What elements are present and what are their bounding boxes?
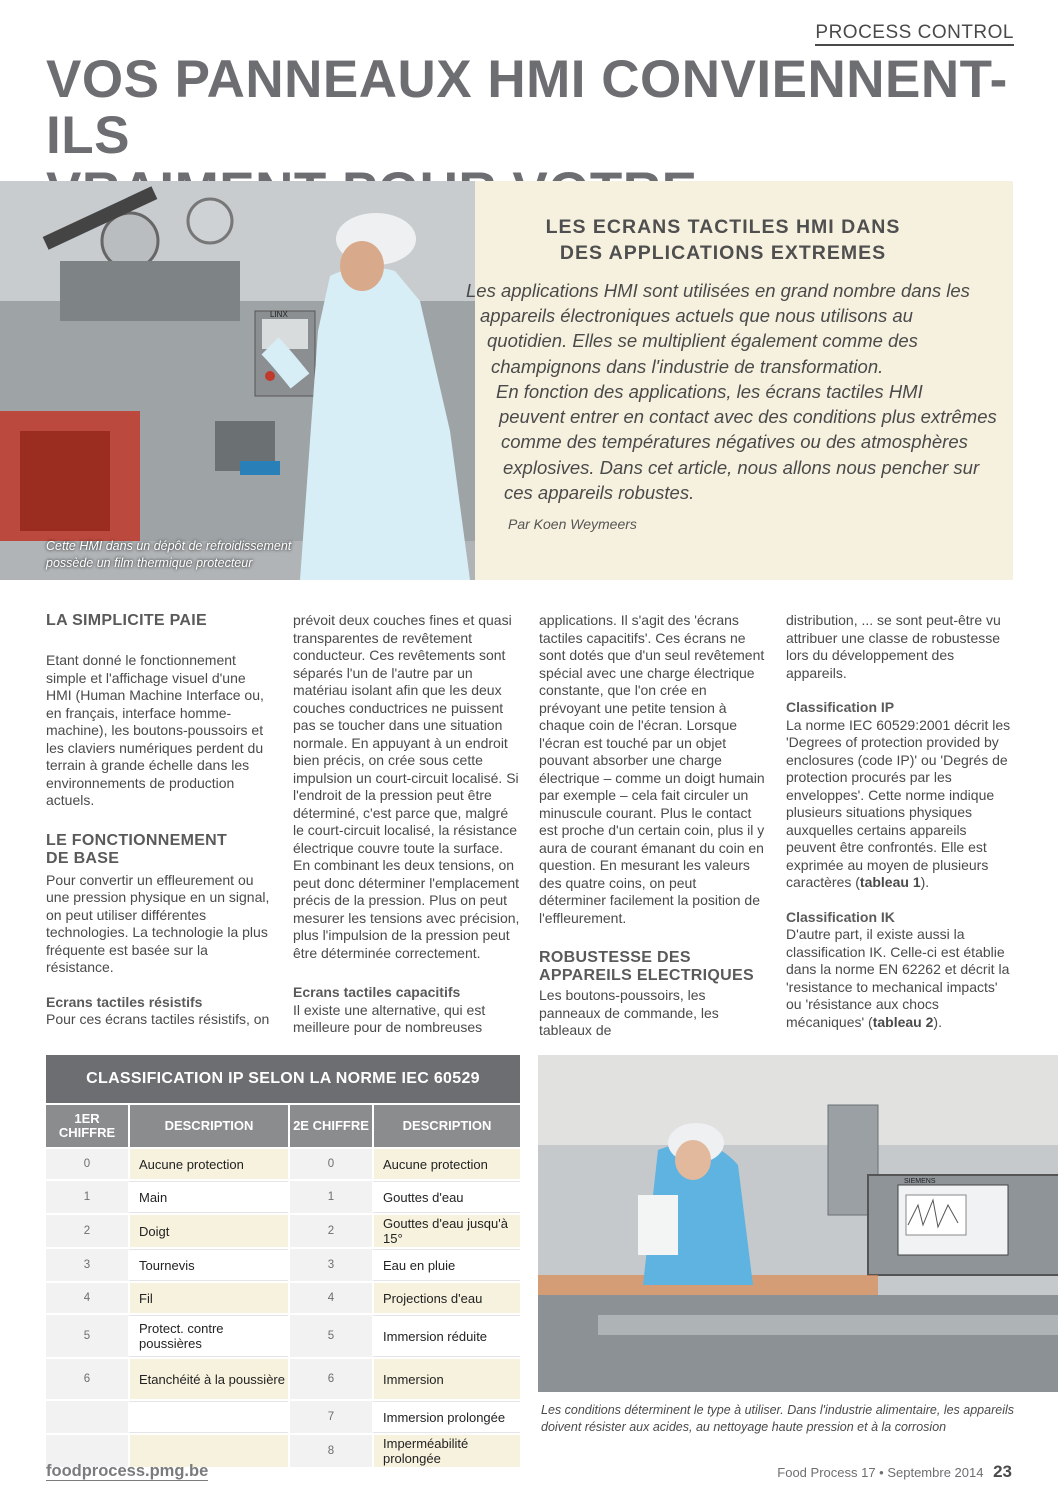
ik-text-end: ). — [933, 1013, 942, 1030]
header-second-digit: 2E CHIFFRE — [288, 1105, 372, 1147]
first-description-cell: Fil — [128, 1283, 288, 1313]
heading-fonctionnement — [46, 832, 271, 868]
intro-line: quotidien. Elles se multiplient également comme des — [487, 330, 918, 351]
first-digit-cell — [46, 1401, 128, 1433]
subheading-capacitifs: Ecrans tactiles capacitifs — [293, 984, 461, 1000]
paragraph-simplicite: Etant donné le fonctionnement simple et l'affichage visuel d'une HMI (Human Machine Interface ou, en français, interface homme-machine), les boutons-poussoirs et les claviers numériques perdent du terrain à grande échelle dans les environnements de production actuels. — [46, 652, 264, 808]
intro-line: explosives. Dans cet article, nous allons nous pencher sur — [503, 457, 980, 478]
second-digit-cell: 0 — [288, 1149, 372, 1179]
paragraph-capacitifs-cont: applications. Il s'agit des 'écrans tactiles capacitifs'. Ces écrans ne sont dotés que d'un seul revêtement spécial avec une charge électrique constante, que l'on crée en prévoyant une petite tension à chaque coin de l'écran. Lorsque l'écran est touché par un objet pouvant absorber une charge électrique – comme un doigt humain par exemple – cela fait circuler un minuscule courant. Plus le contact est proche d'un certain coin, plus il y aura de courant émanant du coin en question. En mesurant les valeurs des quatre coins, on peut déterminer facilement la position de l'effleurement. — [539, 612, 765, 926]
ip-table — [46, 1103, 520, 1469]
first-description-cell: Doigt — [128, 1215, 288, 1247]
header-first-digit: 1ER CHIFFRE — [46, 1105, 128, 1147]
factory-photo-caption: Les conditions déterminent le type à utiliser. Dans l'industrie alimentaire, les appareils doivent résister aux acides, au nettoyage haute pression et à la corrosion — [541, 1403, 1014, 1434]
first-digit-cell: 5 — [46, 1315, 128, 1357]
second-digit-cell: 2 — [288, 1215, 372, 1247]
paragraph-robustesse: Les boutons-poussoirs, les panneaux de commande, les tableaux de — [539, 987, 719, 1038]
header-description-2: DESCRIPTION — [372, 1105, 520, 1147]
table-row — [46, 1401, 520, 1433]
table-title: CLASSIFICATION IP SELON LA NORME IEC 60529 — [46, 1055, 520, 1103]
paragraph-classification-ik — [786, 926, 1014, 1031]
first-description-cell: Main — [128, 1181, 288, 1213]
ip-text-end: ). — [920, 874, 930, 890]
heading-fonctionnement-line-2: DE BASE — [46, 849, 120, 867]
second-digit-cell: 3 — [288, 1249, 372, 1281]
heading-fonctionnement-line-1: LE FONCTIONNEMENT — [46, 831, 228, 849]
first-digit-cell: 2 — [46, 1215, 128, 1247]
intro-title-line-2: DES APPLICATIONS EXTREMES — [559, 242, 887, 264]
second-digit-cell: 6 — [288, 1359, 372, 1399]
section-label: PROCESS CONTROL — [815, 22, 1014, 46]
page-number: 23 — [993, 1462, 1012, 1481]
ip-text: La norme IEC 60529:2001 décrit les 'Degrees of protection provided by enclosures (code IP)' ou 'Degrés de protection procurés par les enveloppes'. Cette norme indique plusieurs situations physiques auxquelles certains appareils peuvent être confrontés. Elle est exprimée au moyen de plusieurs caractères ( — [786, 716, 1011, 890]
intro-line: ces appareils robustes. — [504, 482, 695, 503]
byline: Par Koen Weymeers — [508, 516, 637, 532]
intro-title-line-1: LES ECRANS TACTILES HMI DANS — [545, 216, 901, 238]
paragraph-fonctionnement: Pour convertir un effleurement ou une pression physique en un signal, on peut utiliser différentes technologies. La technologie la plus fréquente est basée sur la résistance. — [46, 871, 270, 975]
first-digit-cell: 6 — [46, 1359, 128, 1399]
second-description-cell: Gouttes d'eau — [372, 1181, 520, 1213]
first-digit-cell: 0 — [46, 1149, 128, 1179]
table-row — [46, 1359, 520, 1399]
subheading-resistifs: Ecrans tactiles résistifs — [46, 993, 203, 1010]
second-description-cell: Immersion prolongée — [372, 1401, 520, 1433]
hero-illustration — [0, 181, 475, 580]
paragraph-resistifs: Pour ces écrans tactiles résistifs, on — [46, 1011, 270, 1027]
second-digit-cell: 4 — [288, 1283, 372, 1313]
second-description-cell: Aucune protection — [372, 1149, 520, 1179]
intro-line: champignons dans l'industrie de transformation. — [491, 356, 884, 377]
second-digit-cell: 8 — [288, 1435, 372, 1467]
intro-line: appareils électroniques actuels que nous utilisons au — [480, 305, 913, 326]
intro-line: peuvent entrer en contact avec des conditions plus extrêmes — [499, 406, 997, 427]
table-row — [46, 1249, 520, 1281]
hero-caption-line-2: possède un film thermique protecteur — [46, 556, 253, 570]
first-description-cell: Protect. contre poussières — [128, 1315, 288, 1357]
subheading-classification-ip: Classification IP — [786, 699, 895, 715]
subheading-classification-ik: Classification IK — [786, 908, 895, 925]
first-description-cell — [128, 1401, 288, 1433]
hero-panel-brand: LINX — [270, 310, 288, 319]
headline-line-1: VOS PANNEAUX HMI CONVIENNENT-ILS — [46, 50, 1008, 165]
heading-robustesse-line-1: ROBUSTESSE DES — [539, 949, 691, 966]
table-row — [46, 1215, 520, 1247]
first-digit-cell: 1 — [46, 1181, 128, 1213]
first-description-cell: Etanchéité à la poussière — [128, 1359, 288, 1399]
second-digit-cell: 5 — [288, 1315, 372, 1357]
article-column-1 — [46, 612, 271, 1029]
second-description-cell: Immersion réduite — [372, 1315, 520, 1357]
factory-panel-brand: SIEMENS — [904, 1178, 936, 1185]
factory-illustration — [538, 1055, 1058, 1392]
first-description-cell: Tournevis — [128, 1249, 288, 1281]
heading-robustesse — [539, 949, 767, 985]
header-description-1: DESCRIPTION — [128, 1105, 288, 1147]
table-1-ref: tableau 1 — [859, 874, 921, 890]
intro-title — [528, 214, 918, 266]
second-description-cell: Eau en pluie — [372, 1249, 520, 1281]
hero-caption-line-1: Cette HMI dans un dépôt de refroidissement — [46, 539, 292, 553]
paragraph-resistifs-cont: prévoit deux couches fines et quasi transparentes de revêtement conducteur. Ces revêtements sont séparés l'un de l'autre par un matériau isolant afin que les deux couches conductrices ne puissent pas se toucher dans une situation normale. En appuyant à un endroit bien précis, on crée sous cette impulsion un court-circuit localisé. Si l'endroit de la pression peut être déterminé, c'est parce que, malgré le court-circuit localisé, la résistance électrique couvre toute la surface. En combinant les deux tensions, on peut donc déterminer l'emplacement précis de la pression. Plus on peut mesurer les tensions avec précision, plus l'impulsion de la pression peut être déterminée correctement. — [293, 612, 520, 961]
intro-line: En fonction des applications, les écrans tactiles HMI — [496, 381, 923, 402]
second-digit-cell: 1 — [288, 1181, 372, 1213]
heading-simplicite: LA SIMPLICITE PAIE — [46, 612, 207, 629]
table-row — [46, 1315, 520, 1357]
article-column-2 — [293, 612, 521, 1037]
paragraph-capacitifs: Il existe une alternative, qui est meilleure pour de nombreuses — [293, 1001, 486, 1035]
heading-robustesse-line-2: APPAREILS ELECTRIQUES — [539, 967, 754, 984]
paragraph-robustesse-cont: distribution, ... se sont peut-être vu attribuer une classe de robustesse lors du développement des appareils. — [786, 612, 1001, 681]
article-column-4 — [786, 612, 1014, 1031]
footer-issue-text: Food Process 17 • Septembre 2014 — [777, 1465, 984, 1480]
first-digit-cell: 4 — [46, 1283, 128, 1313]
intro-line: comme des températures négatives ou des atmosphères — [501, 431, 968, 452]
article-column-3 — [539, 612, 767, 1040]
table-row — [46, 1181, 520, 1213]
hero-photo — [0, 181, 475, 580]
first-digit-cell: 3 — [46, 1249, 128, 1281]
second-description-cell: Immersion — [372, 1359, 520, 1399]
table-2-ref: tableau 2 — [872, 1013, 934, 1030]
footer-website-link[interactable]: foodprocess.pmg.be — [46, 1462, 209, 1480]
first-description-cell: Aucune protection — [128, 1149, 288, 1179]
ik-text: D'autre part, il existe aussi la classification IK. Celle-ci est établie dans la norme EN 62262 et décrit la 'resistance to mechanical impacts' ou 'résistance aux chocs mécaniques' ( — [786, 926, 1010, 1030]
intro-line: Les applications HMI sont utilisées en grand nombre dans les — [466, 280, 970, 301]
footer-issue — [777, 1462, 1012, 1482]
second-description-cell: Projections d'eau — [372, 1283, 520, 1313]
factory-photo — [538, 1055, 1058, 1392]
second-description-cell: Gouttes d'eau jusqu'à 15° — [372, 1215, 520, 1247]
table-row — [46, 1283, 520, 1313]
table-row — [46, 1149, 520, 1179]
ip-classification-table — [46, 1055, 520, 1469]
paragraph-classification-ip — [786, 717, 1014, 892]
hero-caption — [46, 538, 296, 572]
second-digit-cell: 7 — [288, 1401, 372, 1433]
second-description-cell: Imperméabilité prolongée — [372, 1435, 520, 1467]
